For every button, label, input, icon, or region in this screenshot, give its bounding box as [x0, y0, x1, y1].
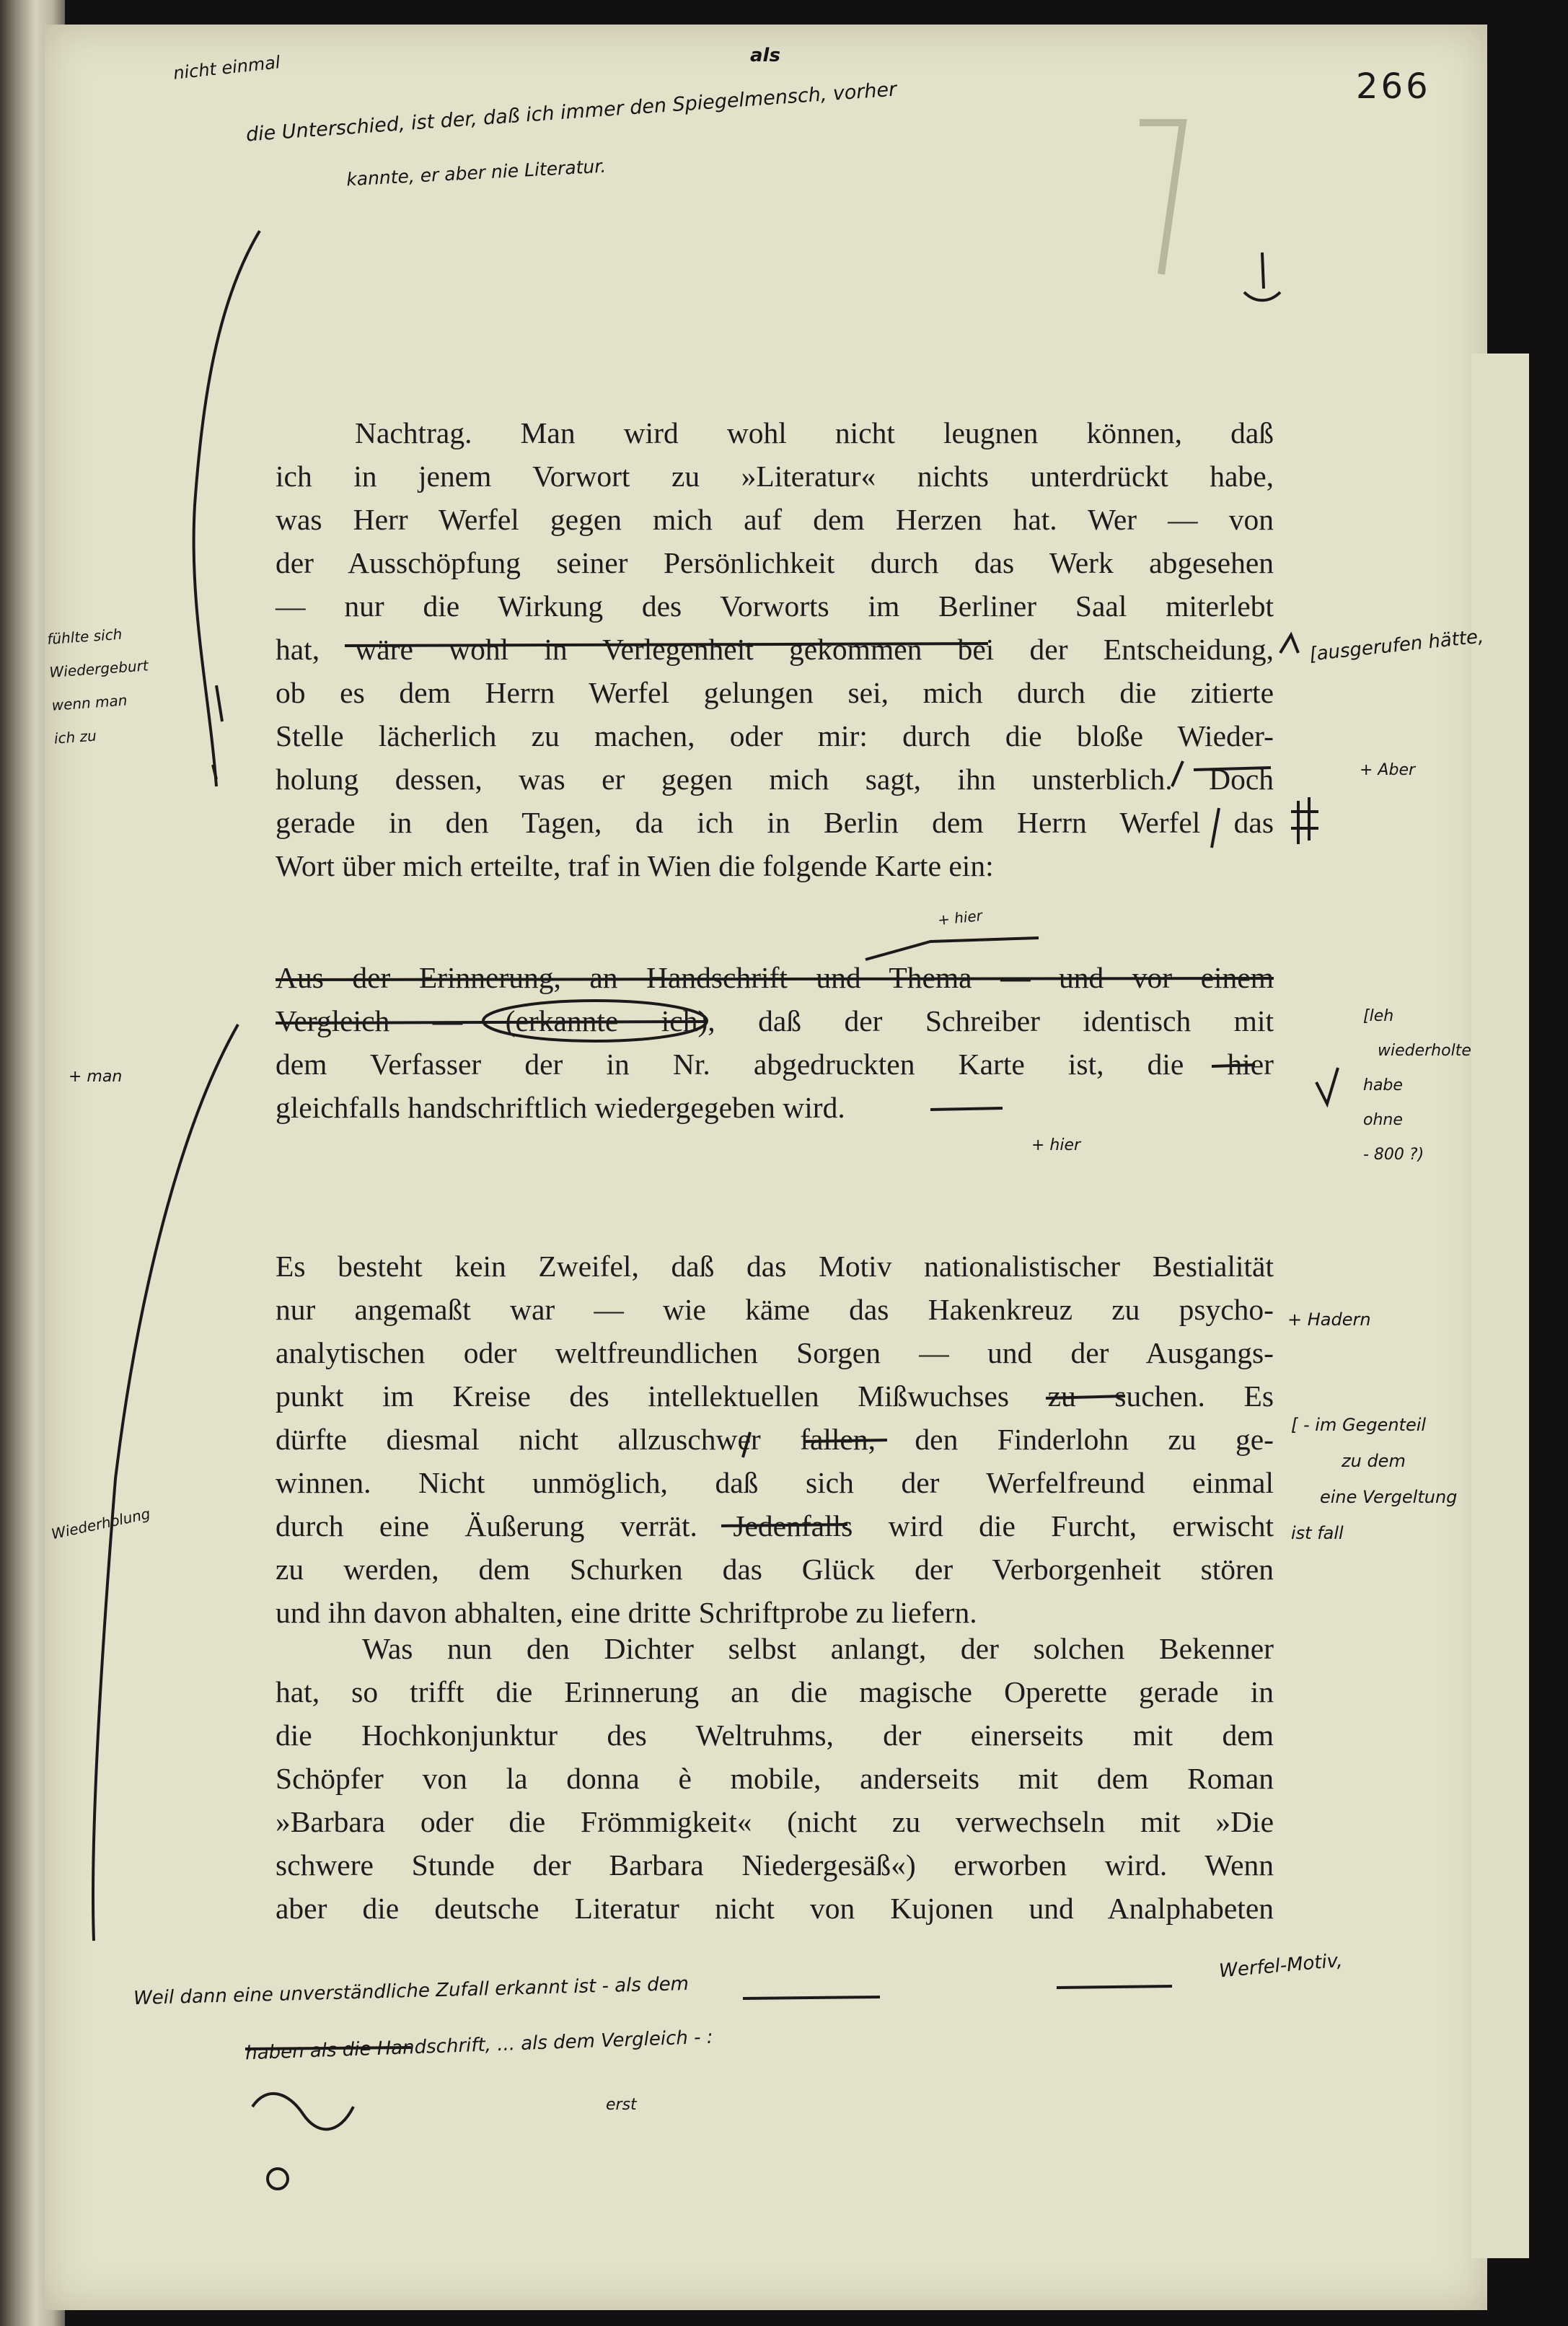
text-line: ob es dem Herrn Werfel gelungen sei, mich durch die zitierte — [276, 676, 1274, 709]
margin-tick — [213, 685, 222, 779]
text-line: holung dessen, was er gegen mich sagt, ihn unsterblich. Doch — [276, 763, 1274, 796]
note-line: wiederholte — [1378, 1042, 1471, 1060]
text-line: aber die deutsche Literatur nicht von Kujonen und Analphabeten — [276, 1892, 1274, 1925]
strike-line — [276, 1022, 707, 1023]
note-inline-2: + hier — [936, 906, 983, 929]
text-line: durch eine Äußerung verrät. Jedenfalls wird die Furcht, erwischt — [276, 1509, 1274, 1542]
strike-line — [345, 644, 988, 646]
note-line: ich zu — [53, 727, 97, 747]
note-line: ist fall — [1291, 1523, 1344, 1543]
text-line: und ihn davon abhalten, eine dritte Schriftprobe zu liefern. — [276, 1596, 977, 1629]
text-line: punkt im Kreise des intellektuellen Mißwuchses zu suchen. Es — [276, 1379, 1274, 1413]
text-line: Was nun den Dichter selbst anlangt, der solchen Bekenner — [362, 1632, 1274, 1665]
strike-line — [721, 1524, 847, 1526]
strike-line — [245, 2048, 411, 2049]
note-line: Wiedergeburt — [48, 657, 149, 681]
insert-mark — [1244, 253, 1280, 300]
hash-mark — [1291, 797, 1318, 844]
note-right-3: + Hadern — [1287, 1309, 1371, 1330]
note-top-1: nicht einmal — [172, 52, 281, 84]
strike-line — [1194, 768, 1271, 770]
text-line: Stelle lächerlich zu machen, oder mir: durch die bloße Wieder- — [276, 719, 1274, 752]
strike-line — [1057, 1986, 1172, 1988]
text-line: zu werden, dem Schurken das Glück der Verborgenheit stören — [276, 1553, 1274, 1586]
strike-line — [804, 1440, 887, 1441]
note-top-3: kannte, er aber nie Literatur. — [345, 155, 607, 190]
strike-line — [743, 1997, 880, 1998]
margin-bracket — [194, 231, 260, 786]
insert-mark — [1172, 761, 1183, 786]
text-line: dem Verfasser der in Nr. abgedruckten Karte ist, die hier — [276, 1048, 1274, 1081]
text-line: — nur die Wirkung des Vorworts im Berliner Saal miterlebt — [276, 589, 1274, 623]
pointer-line — [866, 938, 1039, 960]
note-bottom-3: haben als die Handschrift, ... als dem Vergleich - : — [245, 2026, 713, 2065]
note-top-mark: als — [750, 45, 780, 66]
note-line: ohne — [1363, 1111, 1403, 1129]
text-line: der Ausschöpfung seiner Persönlichkeit durch das Werk abgesehen — [276, 546, 1274, 579]
text-line: nur angemaßt war — wie käme das Hakenkreuz zu psycho- — [276, 1293, 1274, 1326]
strike-line — [1212, 1065, 1255, 1066]
note-inline-1: + hier — [1031, 1136, 1081, 1154]
text-line: Aus der Erinnerung, an Handschrift und Thema — und vor einem — [276, 961, 1274, 994]
strike-line — [276, 978, 1274, 980]
margin-tick — [1280, 635, 1298, 653]
insert-mark — [1212, 808, 1219, 848]
note-top-2: die Unterschied, ist der, daß ich immer den Spiegelmensch, vorher — [245, 78, 898, 146]
scribble-mark — [268, 2169, 288, 2189]
page-number: 266 — [1356, 66, 1431, 107]
text-line: schwere Stunde der Barbara Niedergesäß«) erworben wird. Wenn — [276, 1848, 1274, 1882]
text-line: Vergleich — (erkannte ich), daß der Schreiber identisch mit — [276, 1004, 1274, 1037]
text-line: gerade in den Tagen, da ich in Berlin dem Herrn Werfel das — [276, 806, 1274, 839]
text-line: dürfte diesmal nicht allzuschwer fallen, den Finderlohn zu ge- — [276, 1423, 1274, 1456]
note-line: fühlte sich — [46, 625, 123, 648]
text-line: »Barbara oder die Frömmigkeit« (nicht zu verwechseln mit »Die — [276, 1805, 1274, 1838]
note-line: [ - im Gegenteil — [1291, 1415, 1427, 1435]
insert-mark — [743, 1432, 750, 1457]
note-bottom-2: Werfel-Motiv, — [1218, 1949, 1344, 1983]
note-right-1: [ausgerufen hätte, — [1308, 626, 1485, 666]
note-line: [leh — [1363, 1007, 1394, 1025]
text-line: gleichfalls handschriftlich wiedergegeben wird. — [276, 1091, 845, 1124]
text-line: die Hochkonjunktur des Weltruhms, der einerseits mit dem — [276, 1719, 1274, 1752]
note-bottom-1: Weil dann eine unverständliche Zufall erkannt ist - als dem — [133, 1972, 690, 2010]
note-line: - 800 ?) — [1363, 1146, 1424, 1164]
note-line: zu dem — [1342, 1451, 1406, 1471]
text-line: winnen. Nicht unmöglich, daß sich der Werfelfreund einmal — [276, 1466, 1274, 1499]
text-line: analytischen oder weltfreundlichen Sorgen — und der Ausgangs- — [276, 1336, 1274, 1369]
note-line: wenn man — [50, 691, 128, 714]
strike-line — [1046, 1396, 1125, 1398]
text-line: hat, wäre wohl in Verlegenheit gekommen bei der Entscheidung, — [276, 633, 1274, 666]
text-line: Schöpfer von la donna è mobile, anderseits mit dem Roman — [276, 1762, 1274, 1795]
note-left-2: + man — [69, 1068, 123, 1086]
strike-line — [930, 1108, 1003, 1110]
note-line: habe — [1363, 1076, 1403, 1094]
margin-tick — [1316, 1068, 1338, 1104]
margin-bracket — [93, 1024, 238, 1941]
note-right-2: + Aber — [1360, 761, 1416, 779]
text-line: Wort über mich erteilte, traf in Wien die folgende Karte ein: — [276, 849, 994, 882]
text-line: Es besteht kein Zweifel, daß das Motiv nationalistischer Bestialität — [276, 1250, 1274, 1283]
note-bottom-4: erst — [606, 2096, 637, 2114]
pencil-mark — [1140, 123, 1183, 274]
text-line: was Herr Werfel gegen mich auf dem Herzen hat. Wer — von — [276, 503, 1274, 536]
note-left-3: Wiederholung — [50, 1504, 152, 1543]
note-line: eine Vergeltung — [1320, 1487, 1458, 1507]
text-line: Nachtrag. Man wird wohl nicht leugnen können, daß — [355, 416, 1274, 449]
text-line: ich in jenem Vorwort zu »Literatur« nichts unterdrückt habe, — [276, 460, 1274, 493]
text-line: hat, so trifft die Erinnerung an die magische Operette gerade in — [276, 1675, 1274, 1708]
scribble-mark — [252, 2094, 353, 2129]
